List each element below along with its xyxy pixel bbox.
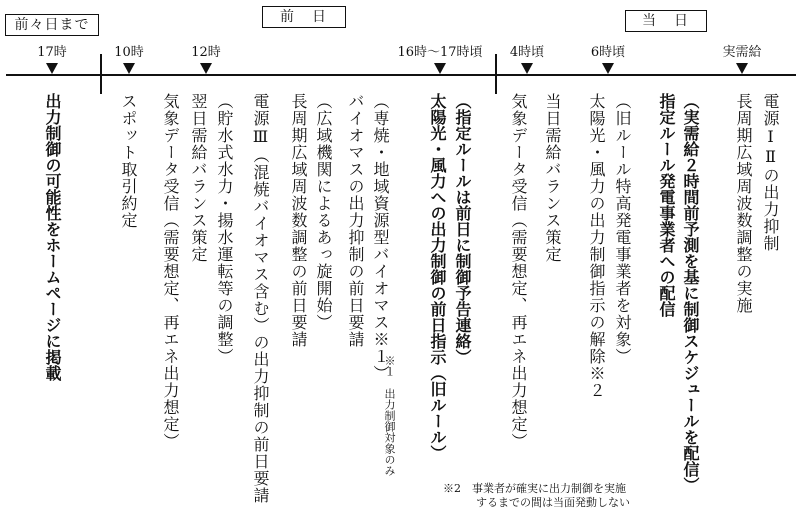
step-weather-data-same: 気象データ受信（需要想定、再エネ出力想定） bbox=[509, 93, 528, 450]
step-same-day-balance: 当日需給バランス策定 bbox=[543, 93, 562, 263]
step-homepage-publication: 出力制御の可能性をホームページに掲載 bbox=[43, 93, 62, 381]
step-source3-request: 電源Ⅲ（混焼バイオマス含む）の出力抑制の前日要請 bbox=[251, 93, 270, 504]
timeline-marker bbox=[602, 63, 614, 74]
step-biomass-request: バイオマスの出力抑制の前日要請 bbox=[346, 93, 365, 348]
step-designated-distribution: 指定ルール発電事業者への配信 bbox=[657, 93, 676, 317]
step-occto-mediation: （広域機関によるあっ旋開始） bbox=[314, 93, 333, 331]
time-label-12: 12時 bbox=[191, 45, 221, 60]
timeline-marker bbox=[46, 63, 58, 74]
step-next-day-balance: 翌日需給バランス策定 bbox=[189, 93, 208, 263]
note-2-line2: するまでの間は当面発動しない bbox=[476, 496, 630, 509]
header-day-before-previous: 前々日まで bbox=[5, 14, 99, 36]
step-schedule-distribution: （実需給２時間前予測を基に制御スケジュールを配信） bbox=[681, 93, 700, 493]
note-2-line1: ※2 事業者が確実に出力制御を実施 bbox=[443, 482, 626, 495]
timeline-axis bbox=[6, 74, 796, 76]
note-1: ※１ 出力制御対象のみ bbox=[383, 355, 396, 476]
step-frequency-request: 長周期広域周波数調整の前日要請 bbox=[289, 93, 308, 348]
step-source12-curtailment: 電源ⅠⅡの出力抑制 bbox=[761, 93, 780, 252]
step-biomass-type: （専焼・地域資源型バイオマス※１） bbox=[371, 93, 390, 382]
header-same-day: 当 日 bbox=[625, 10, 707, 32]
step-solar-wind-instruction: 太陽光・風力への出力制御の前日指示（旧ルール） bbox=[428, 93, 447, 461]
time-label-actual: 実需給 bbox=[722, 45, 762, 60]
header-previous-day: 前 日 bbox=[262, 6, 346, 28]
time-label-16-17: 16時～17時頃 bbox=[397, 45, 483, 60]
timeline-marker bbox=[521, 63, 533, 74]
time-label-10: 10時 bbox=[114, 45, 144, 60]
step-designated-rule-notice: （指定ルールは前日に制御予告連絡） bbox=[453, 93, 472, 365]
timeline-marker bbox=[200, 63, 212, 74]
step-frequency-implementation: 長周期広域周波数調整の実施 bbox=[734, 93, 753, 314]
timeline-divider-same-day bbox=[495, 54, 497, 94]
step-old-rule-target: （旧ルール特高発電事業者を対象） bbox=[613, 93, 632, 365]
time-label-4: 4時頃 bbox=[509, 45, 545, 60]
timeline-marker bbox=[434, 63, 446, 74]
step-release-instruction: 太陽光・風力の出力制御指示の解除※２ bbox=[587, 93, 606, 399]
timeline-marker bbox=[123, 63, 135, 74]
time-label-17: 17時 bbox=[37, 45, 67, 60]
step-weather-data-prev: 気象データ受信（需要想定、再エネ出力想定） bbox=[161, 93, 180, 450]
timeline-marker bbox=[736, 63, 748, 74]
step-spot-trading: スポット取引約定 bbox=[119, 93, 138, 229]
step-hydro-adjustment: （貯水式水力・揚水運転等の調整） bbox=[215, 93, 234, 365]
time-label-6: 6時頃 bbox=[590, 45, 626, 60]
timeline-divider-previous-day bbox=[100, 54, 102, 94]
